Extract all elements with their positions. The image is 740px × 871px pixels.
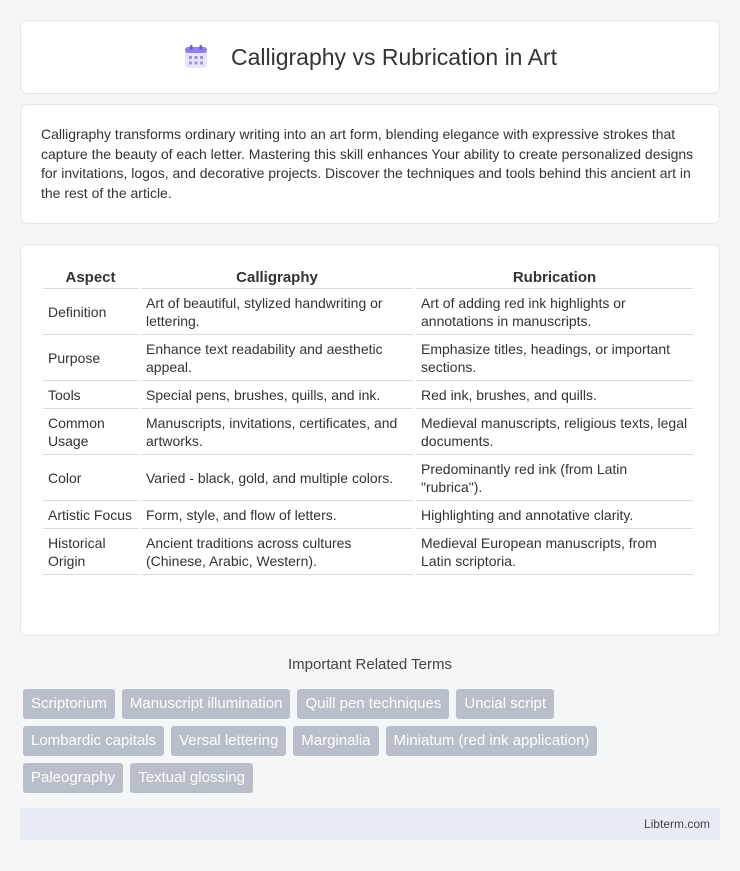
related-term-tag[interactable]: Textual glossing (130, 763, 253, 793)
cell-aspect: Common Usage (43, 410, 138, 455)
cell-rubrication: Medieval European manuscripts, from Latin scriptoria. (416, 530, 693, 575)
header-rubrication: Rubrication (416, 266, 693, 289)
related-term-tag[interactable]: Scriptorium (23, 689, 115, 719)
header-card (20, 20, 720, 94)
cell-calligraphy: Art of beautiful, stylized handwriting or lettering. (141, 290, 413, 335)
related-terms-list (23, 689, 683, 793)
table-row (43, 456, 693, 501)
table-row (43, 290, 693, 335)
cell-calligraphy: Varied - black, gold, and multiple colors. (141, 456, 413, 501)
related-term-tag[interactable]: Marginalia (293, 726, 378, 756)
cell-rubrication: Art of adding red ink highlights or annotations in manuscripts. (416, 290, 693, 335)
cell-rubrication: Predominantly red ink (from Latin "rubrica"). (416, 456, 693, 501)
cell-calligraphy: Manuscripts, invitations, certificates, and artworks. (141, 410, 413, 455)
calendar-icon (183, 44, 209, 70)
cell-aspect: Color (43, 456, 138, 501)
table-row (43, 530, 693, 575)
table-row (43, 382, 693, 409)
related-term-tag[interactable]: Uncial script (456, 689, 554, 719)
table-row (43, 336, 693, 381)
page-title: Calligraphy vs Rubrication in Art (231, 43, 557, 70)
related-term-tag[interactable]: Manuscript illumination (122, 689, 291, 719)
cell-aspect: Tools (43, 382, 138, 409)
table-row (43, 502, 693, 529)
cell-rubrication: Medieval manuscripts, religious texts, legal documents. (416, 410, 693, 455)
footer-site-link[interactable]: Libterm.com (643, 817, 710, 831)
cell-aspect: Purpose (43, 336, 138, 381)
related-term-tag[interactable]: Lombardic capitals (23, 726, 164, 756)
cell-aspect: Definition (43, 290, 138, 335)
cell-calligraphy: Form, style, and flow of letters. (141, 502, 413, 529)
cell-rubrication: Red ink, brushes, and quills. (416, 382, 693, 409)
cell-calligraphy: Special pens, brushes, quills, and ink. (141, 382, 413, 409)
related-term-tag[interactable]: Paleography (23, 763, 123, 793)
cell-aspect: Historical Origin (43, 530, 138, 575)
cell-aspect: Artistic Focus (43, 502, 138, 529)
header-calligraphy: Calligraphy (141, 266, 413, 289)
comparison-table (40, 265, 696, 576)
table-header-row (43, 266, 693, 289)
cell-rubrication: Emphasize titles, headings, or important sections. (416, 336, 693, 381)
intro-paragraph: Calligraphy transforms ordinary writing into an art form, blending elegance with expressive strokes that capture the beauty of each letter. Mastering this skill enhances Your ability to create personalized designs for invitations, logos, and decorative projects. Discover the techniques and tools behind this ancient art in the rest of the article. (41, 126, 694, 201)
related-term-tag[interactable]: Quill pen techniques (297, 689, 449, 719)
related-term-tag[interactable]: Miniatum (red ink application) (386, 726, 598, 756)
footer (20, 808, 720, 840)
comparison-table-card (20, 244, 720, 636)
cell-calligraphy: Ancient traditions across cultures (Chinese, Arabic, Western). (141, 530, 413, 575)
table-row (43, 410, 693, 455)
related-terms-title: Important Related Terms (288, 656, 452, 673)
cell-calligraphy: Enhance text readability and aesthetic appeal. (141, 336, 413, 381)
intro-card (20, 104, 720, 224)
cell-rubrication: Highlighting and annotative clarity. (416, 502, 693, 529)
related-term-tag[interactable]: Versal lettering (171, 726, 286, 756)
header-aspect: Aspect (43, 266, 138, 289)
